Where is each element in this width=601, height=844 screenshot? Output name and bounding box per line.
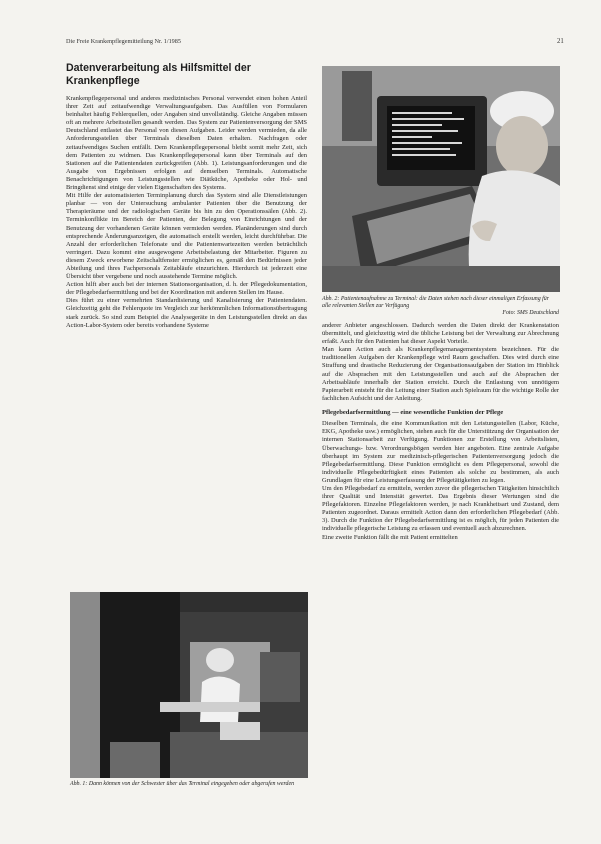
figure-2-photo: [322, 66, 560, 292]
article-title: Datenverarbeitung als Hilfsmittel der Krankenpflege: [66, 62, 251, 87]
paragraph: Dies führt zu einer vermehrten Standardisierung und Kanalisierung der Patientendaten. Gleichzeitig geht die Fehlerquote im Vergleich zur herkömmlichen Informationsübertragung stark zurück. So sind zum Beispiel die Analysegeräte in den Leistungsstellen direkt an das Action-Labor-System oder bereits vorhandene Systeme: [66, 297, 307, 329]
photo-credit: Foto: SMS Deutschland: [502, 310, 559, 316]
running-head: Die Freie Krankenpflegemitteilung Nr. 1/1985: [66, 38, 181, 45]
section-subheading: Pflegebedarfsermittlung — eine wesentliche Funktion der Pflege: [322, 408, 504, 416]
paragraph: Mit Hilfe der automatisierten Terminplanung durch das System sind alle Dienstleistungen planbar — von der Untersuchung ambulanter Patienten über die Benutzung der Therapieräume und der radiologischen Geräte bis hin zu den Operationssälen (Abb. 2). Terminkonflikte im Bereich der Patienten, der Belegung von Einrichtungen und der Benutzung der vorhandenen Geräte können vermieden werden. Planänderungen sind durch entsprechende Änderungsanzeigen, die automatisch erstellt werden, leicht durchführbar. Die Anzahl der erforderlichen Telefonate und die Patientenwartezeiten werden beträchtlich verringert. Dazu kommt eine ausgewogene Arbeitsbelastung der Mitarbeiter. Figuren zu diesem Zweck erworbene Zeitschaltfenster ermöglichen es, gemäß den Bedürfnissen jeder Abteilung und ihres Fachpersonals Zeitabläufe einzurichten. Hierdurch ist jederzeit eine Übersicht über vergebene und noch ausstehende Termine möglich.: [66, 192, 307, 281]
figure-2-caption: [322, 296, 559, 317]
paragraph: Man kann Action auch als Krankenpflegemanagementsystem bezeichnen. Für die traditionellen Aufgaben der Krankenpflege wird Raum geschaffen. Dies wird durch eine Straffung und drastische Reduzierung der Organisationsaufgaben der Station im Hinblick auf die Absprachen mit den Leistungsstellen und auch auf die Absprachen der Arbeitsabläufe innerhalb der Station erreicht. Durch die Entlastung von unnötigem Papierarbeit entsteht für die Leitung einer Station auch Spielraum für die wichtige Rolle der fachlichen Aufsicht und der Anleitung.: [322, 346, 559, 402]
paragraph: anderer Anbieter angeschlossen. Dadurch werden die Daten direkt der Krankenstation übermittelt, und gleichzeitig wird die übliche Leistung bei der Verwaltung zur Abrechnung erfaßt. Auch für den Patienten hat dieser Aspekt Vorteile.: [322, 322, 559, 346]
figure-2-caption-text: Abb. 2: Patientenaufnahme zu Terminal: die Daten stehen nach dieser einmaligen Erfassung für alle relevanten Stellen zur Verfügung: [322, 296, 550, 309]
figure-1-caption: Abb. 1: Dann können von der Schwester über das Terminal eingegeben oder abgerufen werden: [70, 781, 295, 787]
paragraph: Krankenpflegepersonal und anderes medizinisches Personal verwendet einen hohen Anteil ihrer Zeit auf zeitaufwendige Verwaltungsaufgaben. Das Ausfüllen von Formularen beinhaltet häufig Fehlerquellen, oder Angaben sind unvollständig. Gleiche Angaben müssen oft an mehrere Arbeitsstellen gesandt werden. Das System zur Patientenversorgung der SMS Deutschland entlastet das Personal von diesen Aufgaben. Leider werden vermieden, da alle Anforderungsstellen über Terminals dieselben Daten erhalten. Nachfragen oder zeitaufwendiges Suchen entfällt. Dem Krankenpflegepersonal bleibt somit mehr Zeit, sich dem Patienten zu widmen. Das Krankenpflegepersonal kann über Terminals auf den Stationen auf die Patientendaten zurückgreifen (Abb. 1). Leistungsanforderungen und die Ausgabe von Ergebnissen erfolgen auf demselben Terminals. Automatische Benachrichtigungen von Leistungsstellen wie Diätküche, Apotheke oder Hol- und Bringdienst sind einige der vielen Eigenschaften des Systems.: [66, 95, 307, 192]
left-column-text: [66, 95, 307, 579]
paragraph: Eine zweite Funktion fällt die mit Patient ermittelten: [322, 533, 458, 541]
page-number: 21: [557, 38, 564, 45]
paragraph: Action hilft aber auch bei der internen Stationsorganisation, d. h. der Pflegedokumentation, der Pflegebedarfsermittlung und bei der Koordination mit anderen Stellen im Hause.: [66, 281, 307, 297]
station-terminal-image: [70, 592, 308, 778]
nurse-terminal-image: [322, 66, 560, 292]
paragraph: Um den Pflegebedarf zu ermitteln, werden zuvor die pflegerischen Tätigkeiten hinsichtlich ihrer Qualität und Intensität gewertet. Das Ergebnis dieser Wertungen sind die Pflegefaktoren. Einzelne Pflegefaktoren werden, je nach Krankheitsart und Zustand, dem Patienten zugeordnet. Daraus ermittelt Action dann den erforderlichen Pflegebedarf (Abb. 3). Durch die Funktion der Pflegebedarfsermittlung ist es möglich, für jeden Patienten die individuelle pflegerische Leistung zu erfassen und eventuell auch abzurechnen.: [322, 484, 559, 533]
right-column-text: [322, 322, 559, 842]
paragraph: Dieselben Terminals, die eine Kommunikation mit den Leistungsstellen (Labor, Küche, EKG, Apotheke usw.) ermöglichen, stehen auch für die Unterstützung der Organisation der internen Stationsarbeit zur Verfügung. Funktionen zur Erstellung von Arbeitslisten, Überwachungs- bzw. Verordnungsbögen werden hier angeboten. Eine zentrale Aufgabe überhaupt im System zur medizinisch-pflegerischen Patientenversorgung jedoch die Pflegebedarfsermittlung. Diese Funktion ermöglicht es dem Pflegepersonal, sowohl die individuelle Pflegebedürftigkeit eines Patienten als solche zu bestimmen, als auch Grundlagen für eine Leistungserfassung der Pflegetätigkeiten zu legen.: [322, 420, 559, 484]
figure-1-photo: [70, 592, 308, 778]
